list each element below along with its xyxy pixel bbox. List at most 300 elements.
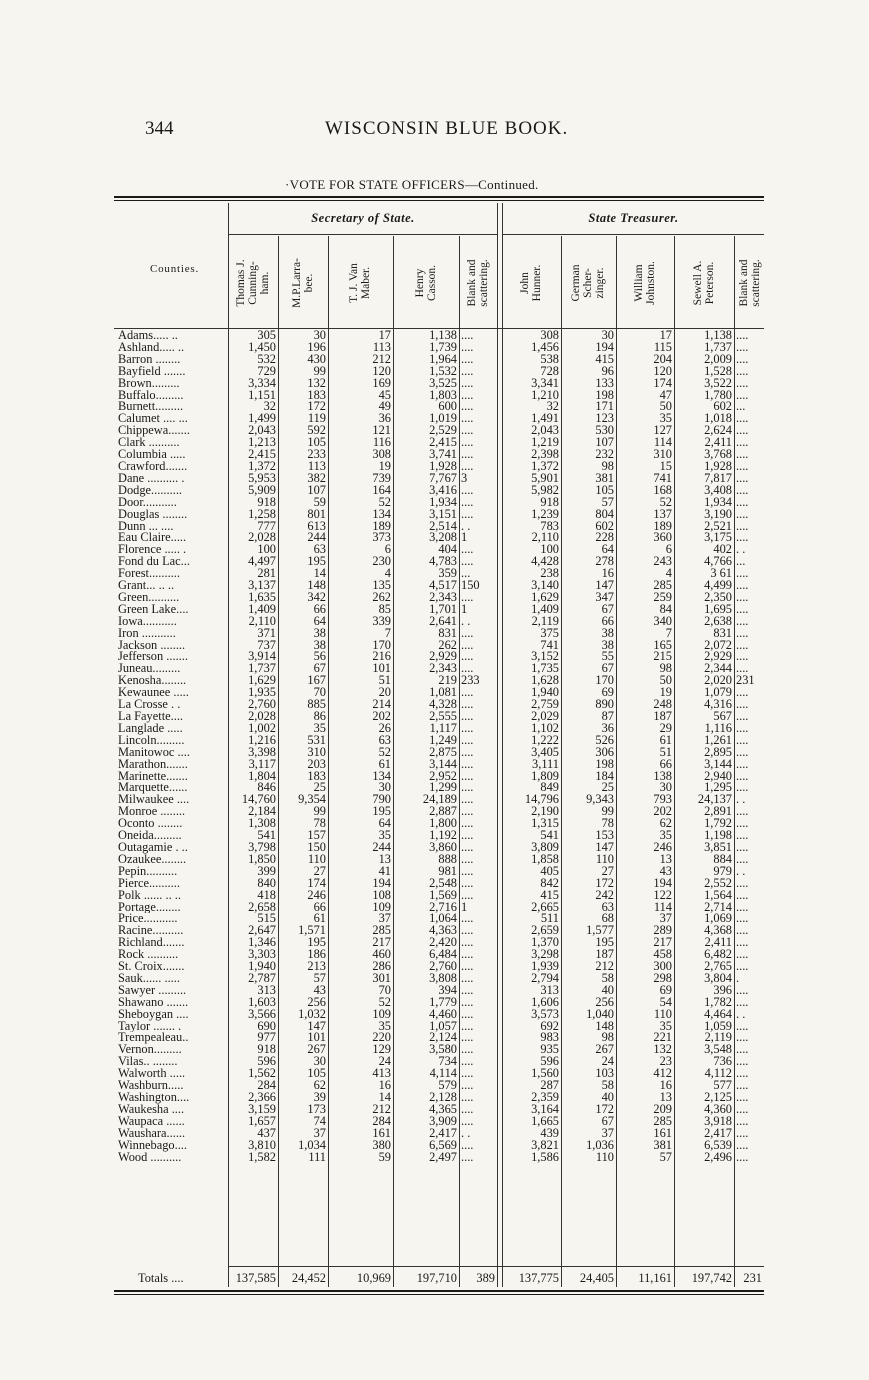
table-row [114,390,764,402]
vote-cell: 3,821 [531,1139,559,1152]
table-row [114,866,764,878]
blank-scattering-cell: .... [461,508,474,521]
vote-cell: 1,308 [248,818,276,831]
county-name: Washington.... [118,1092,190,1104]
vote-cell: 1,586 [531,1151,559,1164]
vote-cell: 2,359 [531,1092,559,1104]
vote-cell: 308 [372,449,391,461]
vote-cell: 3,137 [248,580,276,592]
county-name: Marquette...... [118,782,188,795]
vote-cell: 32 [263,401,276,414]
vote-cell: 216 [372,651,391,664]
vote-cell: 790 [372,794,391,807]
vote-cell: 399 [257,865,276,878]
vote-cell: 172 [307,401,326,414]
vote-cell: 170 [595,675,614,688]
vote-cell: 32 [546,401,559,414]
vote-cell: 147 [307,1020,326,1033]
blank-scattering-cell: .... [736,1032,749,1045]
vote-cell: 1,928 [429,460,457,473]
vote-cell: 1,940 [248,961,276,973]
blank-scattering-cell: .... [461,949,474,962]
vote-cell: 13 [378,853,391,866]
vote-cell: 918 [257,1044,276,1057]
vote-cell: 1,315 [531,818,559,831]
vote-cell: 66 [601,615,614,628]
vote-cell: 37 [313,1127,326,1140]
vote-cell: 381 [595,472,614,485]
vote-cell: 301 [372,972,391,985]
vote-cell: 4,114 [429,1068,457,1081]
vote-cell: 1,216 [248,734,276,747]
blank-scattering-cell: .... [461,1092,474,1104]
blank-scattering-cell: .... [461,1032,474,1045]
table-row [114,413,764,425]
vote-cell: 6 [384,544,391,557]
vote-cell: 138 [653,770,672,783]
vote-cell: 52 [378,496,391,509]
vote-cell: 1,210 [531,389,559,402]
vote-cell: 284 [257,1080,276,1092]
vote-cell: 1,657 [248,1115,276,1128]
vote-cell: 40 [601,1092,614,1104]
blank-scattering-cell: .... [736,484,749,497]
vote-cell: 2,125 [704,1092,732,1104]
vote-cell: 1,800 [429,818,457,831]
blank-scattering-cell: . . [461,615,471,628]
table-row [114,854,764,866]
vote-cell: 5,909 [248,484,276,497]
vote-cell: 19 [659,687,672,700]
vote-cell: 110 [595,1151,614,1164]
table-row [114,1032,764,1044]
vote-cell: 38 [313,627,326,640]
vote-cell: 52 [378,746,391,759]
vote-cell: 1,935 [248,687,276,700]
vote-cell: 262 [438,639,457,652]
vote-cell: 340 [653,615,672,628]
blank-scattering-cell: .... [736,806,749,819]
vote-cell: 538 [540,353,559,366]
vote-cell: 4,464 [704,1008,732,1021]
vote-cell: 244 [372,841,391,854]
blank-scattering-cell: .... [736,937,749,950]
vote-cell: 3,522 [704,377,732,390]
table-row [114,568,764,580]
county-name: Outagamie . .. [118,841,188,854]
vote-cell: 777 [257,520,276,533]
table-row [114,473,764,485]
vote-cell: 16 [378,1080,391,1092]
vote-cell: 59 [313,496,326,509]
vote-cell: 173 [307,1103,326,1116]
county-name: Polk ...... .. .. [118,889,181,902]
county-name: Brown......... [118,377,180,390]
vote-cell: 4,360 [704,1103,732,1116]
blank-scattering-cell: .... [736,841,749,854]
blank-scattering-cell: .... [736,722,749,735]
county-name: Marathon....... [118,758,188,771]
vote-cell: 13 [659,853,672,866]
vote-cell: 1,964 [429,353,457,366]
county-name: Shawano ....... [118,996,189,1009]
vote-cell: 78 [313,818,326,831]
vote-cell: 1,562 [248,1068,276,1081]
vote-cell: 602 [595,520,614,533]
vote-cell: 36 [601,722,614,735]
vote-cell: 4,499 [704,580,732,592]
vote-cell: 1,804 [248,770,276,783]
blank-scattering-cell: .... [736,1139,749,1152]
vote-cell: 61 [313,913,326,926]
column-header-johnston: William Johnston. [633,261,657,305]
vote-cell: 1,939 [531,961,559,973]
vote-cell: 1,560 [531,1068,559,1081]
blank-scattering-cell: .... [736,699,749,711]
blank-scattering-cell: ... [736,401,746,414]
vote-cell: 1,295 [704,782,732,795]
table-row [114,735,764,747]
county-name: Portage........ [118,901,181,914]
table-row [114,878,764,890]
table-title: ·VOTE FOR STATE OFFICERS—Continued. [285,177,539,192]
vote-cell: 2,119 [531,615,559,628]
blank-scattering-cell: .... [736,1056,749,1069]
vote-cell: 1,564 [704,889,732,902]
vote-cell: 1,198 [704,830,732,842]
vote-cell: 54 [659,996,672,1009]
blank-scattering-cell: .... [461,699,474,711]
county-name: Adams..... .. [118,330,178,342]
vote-cell: 935 [540,1044,559,1057]
blank-scattering-cell: .... [736,413,749,426]
blank-scattering-cell: .... [736,639,749,652]
vote-cell: 3,144 [429,758,457,771]
blank-scattering-cell: .... [461,961,474,973]
county-name: Taylor ....... . [118,1020,182,1033]
county-name: Dodge.......... [118,484,183,497]
vote-cell: 1,629 [531,591,559,604]
vote-cell: 41 [378,865,391,878]
table-row [114,985,764,997]
vote-cell: 2,119 [704,1032,732,1045]
vote-cell: 3,298 [531,949,559,962]
vote-cell: 267 [595,1044,614,1057]
county-name: Douglas ........ [118,508,188,521]
vote-cell: 148 [307,580,326,592]
blank-scattering-cell: .... [736,437,749,450]
table-row [114,1152,764,1164]
vote-cell: 2,555 [429,711,457,723]
vote-cell: 3,190 [704,508,732,521]
blank-scattering-cell: .... [461,460,474,473]
vote-cell: 1,036 [586,1139,614,1152]
vote-cell: 3,159 [248,1103,276,1116]
vote-cell: 3,152 [531,651,559,664]
blank-scattering-cell: .... [461,913,474,926]
vote-cell: 189 [653,520,672,533]
table-row [114,532,764,544]
vote-cell: 541 [540,830,559,842]
vote-cell: 530 [595,425,614,438]
vote-cell: 2,794 [531,972,559,985]
vote-cell: 4,517 [429,580,457,592]
blank-scattering-cell: .... [736,853,749,866]
vote-cell: 2,411 [704,937,732,950]
vote-cell: 113 [372,341,391,354]
vote-cell: 148 [595,1020,614,1033]
table-row [114,592,764,604]
vote-cell: 194 [653,877,672,890]
vote-cell: 2,552 [704,877,732,890]
vote-cell: 50 [659,401,672,414]
vote-cell: 242 [595,889,614,902]
county-name: Marinette....... [118,770,188,783]
table-row [114,628,764,640]
vote-cell: 1,695 [704,603,732,616]
vote-cell: 4,365 [429,1103,457,1116]
vote-cell: 38 [601,639,614,652]
vote-cell: 2,420 [429,937,457,950]
county-name: Buffalo......... [118,389,184,402]
blank-scattering-cell: . . [461,1127,471,1140]
vote-cell: 164 [372,484,391,497]
column-header-cunningham: Thomas J. Cunning- ham. [235,259,271,307]
bottom-rule-thin [114,1294,764,1295]
vote-cell: 306 [595,746,614,759]
table-row [114,818,764,830]
county-name: Manitowoc .... [118,746,190,759]
vote-cell: 310 [307,746,326,759]
vote-cell: 37 [601,1127,614,1140]
vote-cell: 37 [659,913,672,926]
vote-cell: 184 [595,770,614,783]
county-name: Burnett......... [118,401,184,414]
vote-cell: 2,415 [248,449,276,461]
vote-cell: 1,582 [248,1151,276,1164]
table-row [114,330,764,342]
vote-cell: 373 [372,532,391,545]
county-name: Eau Claire..... [118,532,187,545]
vote-cell: 783 [540,520,559,533]
table-row [114,437,764,449]
vote-cell: 1,081 [429,687,457,700]
blank-scattering-cell: .... [736,758,749,771]
vote-cell: 27 [601,865,614,878]
county-name: Juneau......... [118,663,181,676]
table-row [114,1140,764,1152]
vote-cell: 194 [595,341,614,354]
vote-cell: 3,741 [429,449,457,461]
blank-scattering-cell: .... [461,1115,474,1128]
vote-cell: 161 [372,1127,391,1140]
vote-cell: 918 [540,496,559,509]
vote-cell: 107 [307,484,326,497]
vote-cell: 70 [378,984,391,997]
vote-cell: 396 [713,984,732,997]
blank-scattering-cell: .... [461,1139,474,1152]
vote-cell: 244 [307,532,326,545]
blank-scattering-cell: .... [736,901,749,914]
table-row [114,782,764,794]
blank-scattering-cell: .... [736,365,749,378]
blank-scattering-cell: .... [736,1127,749,1140]
blank-scattering-cell: .... [736,746,749,759]
blank-scattering-cell: .... [736,818,749,831]
vote-cell: 6 [665,544,672,557]
vote-cell: 3,208 [429,532,457,545]
county-name: Dane .......... . [118,472,185,485]
column-header-blank-scattering-secretary: Blank and scattering. [466,259,490,307]
vote-cell: 1,491 [531,413,559,426]
vote-cell: 66 [659,758,672,771]
vote-cell: 3,334 [248,377,276,390]
vote-cell: 14 [378,1092,391,1104]
vote-cell: 6,484 [429,949,457,962]
vote-cell: 267 [307,1044,326,1057]
blank-scattering-cell: .... [736,508,749,521]
vote-cell: 233 [307,449,326,461]
vote-cell: 29 [659,722,672,735]
table-row [114,604,764,616]
vote-cell: 1,850 [248,853,276,866]
vote-cell: 2,548 [429,877,457,890]
county-name: Waukesha .... [118,1103,185,1116]
vote-cell: 30 [601,330,614,342]
vote-cell: 2,529 [429,425,457,438]
section-rule [228,234,498,235]
vote-cell: 5,982 [531,484,559,497]
county-name: Sauk...... ..... [118,972,180,985]
vote-cell: 1,040 [586,1008,614,1021]
vote-cell: 23 [659,1056,672,1069]
vote-cell: 285 [653,580,672,592]
vote-cell: 983 [540,1032,559,1045]
vote-cell: 884 [713,853,732,866]
vote-cell: 2,184 [248,806,276,819]
blank-scattering-cell: .... [461,341,474,354]
vote-cell: 110 [595,853,614,866]
table-row [114,1056,764,1068]
blank-scattering-cell: .... [461,389,474,402]
column-header-peterson: Sewell A. Peterson. [692,260,716,306]
vote-cell: 3,573 [531,1008,559,1021]
table-row [114,842,764,854]
vote-cell: 2,411 [704,437,732,450]
vote-cell: 67 [313,663,326,676]
vote-cell: 38 [313,639,326,652]
blank-scattering-cell: .... [461,330,474,342]
vote-cell: 1,739 [429,341,457,354]
vote-cell: 7,767 [429,472,457,485]
blank-scattering-cell: .... [461,722,474,735]
county-name: Barron ........ [118,353,181,366]
blank-scattering-cell: .... [461,972,474,985]
vote-cell: 70 [313,687,326,700]
blank-scattering-cell: .... [736,472,749,485]
table-row [114,651,764,663]
blank-scattering-cell: .... [736,580,749,592]
vote-cell: 692 [540,1020,559,1033]
vote-cell: 55 [601,651,614,664]
vote-cell: 113 [307,460,326,473]
blank-scattering-cell: . [736,972,740,985]
blank-scattering-cell: .... [461,449,474,461]
vote-cell: 30 [659,782,672,795]
vote-cell: 7,817 [704,472,732,485]
blank-scattering-cell: 150 [461,580,480,592]
vote-cell: 63 [313,544,326,557]
blank-scattering-cell: .... [736,651,749,664]
vote-cell: 2,072 [704,639,732,652]
vote-cell: 30 [378,782,391,795]
vote-cell: 189 [372,520,391,533]
vote-cell: 3,914 [248,651,276,664]
blank-scattering-cell: 231 [736,675,755,688]
vote-cell: 1,239 [531,508,559,521]
vote-cell: 1,151 [248,389,276,402]
vote-cell: 96 [601,365,614,378]
vote-cell: 4,783 [429,556,457,569]
vote-cell: 87 [601,711,614,723]
county-name: Kewaunee ..... [118,687,189,700]
vote-cell: 209 [653,1103,672,1116]
vote-cell: 259 [653,591,672,604]
table-row [114,699,764,711]
table-row [114,747,764,759]
vote-cell: 405 [540,865,559,878]
vote-cell: 256 [307,996,326,1009]
vote-cell: 3,341 [531,377,559,390]
vote-cell: 1,629 [248,675,276,688]
vote-cell: 51 [659,746,672,759]
table-row [114,913,764,925]
vote-cell: 7 [384,627,391,640]
blank-scattering-cell: .... [461,806,474,819]
top-rule [114,196,764,198]
vote-cell: 114 [653,437,672,450]
vote-cell: 2,343 [429,591,457,604]
vote-cell: 313 [540,984,559,997]
table-row [114,997,764,1009]
blank-scattering-cell: .... [461,1056,474,1069]
vote-cell: 382 [307,472,326,485]
blank-scattering-cell: .... [736,449,749,461]
county-name: La Fayette.... [118,711,184,723]
vote-cell: 66 [313,901,326,914]
vote-cell: 4,363 [429,925,457,938]
blank-scattering-cell: .... [736,996,749,1009]
vote-cell: 183 [307,770,326,783]
vote-cell: 1,102 [531,722,559,735]
vote-cell: 741 [653,472,672,485]
blank-scattering-cell: 3 [461,472,468,485]
vote-cell: 134 [372,770,391,783]
vote-cell: 13 [659,1092,672,1104]
vote-cell: 437 [257,1127,276,1140]
vote-cell: 2,029 [531,711,559,723]
column-header-scherzinger: German Scher- zinger. [570,264,606,302]
vote-cell: 371 [257,627,276,640]
vote-cell: 62 [659,818,672,831]
vote-cell: 62 [313,1080,326,1092]
vote-cell: 2,895 [704,746,732,759]
vote-cell: 2,521 [704,520,732,533]
county-name: Price........... [118,913,178,926]
vote-cell: 375 [540,627,559,640]
vote-cell: 105 [595,484,614,497]
vote-cell: 121 [372,425,391,438]
